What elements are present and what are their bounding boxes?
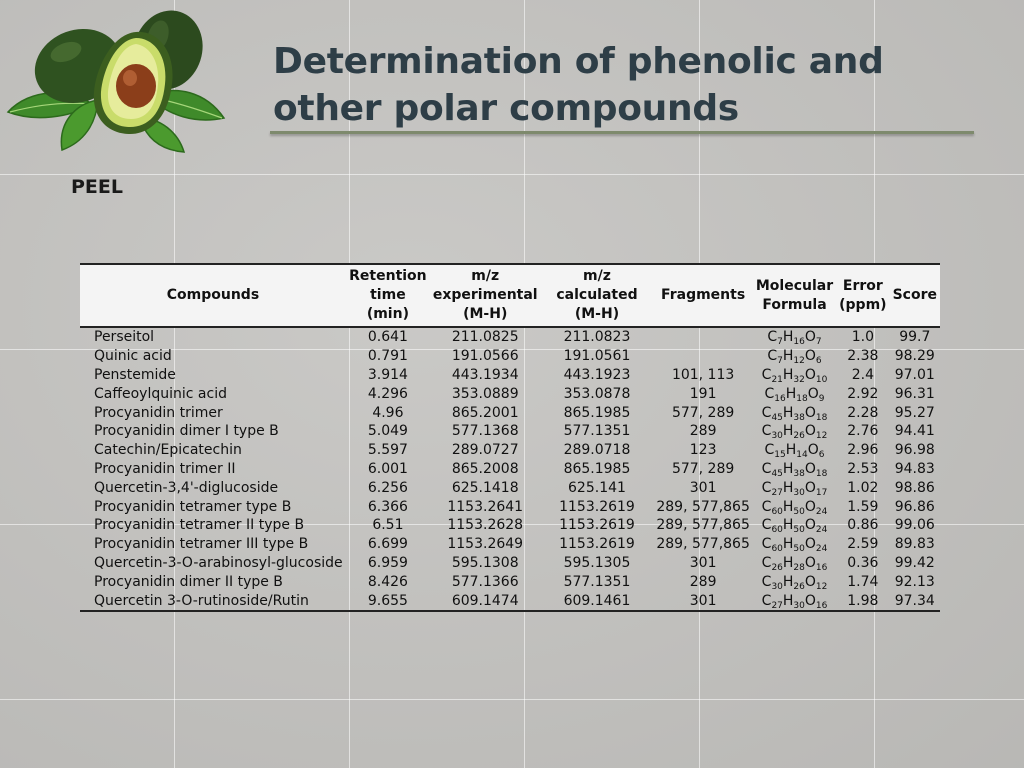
cell-mz-experimental: 289.0727 — [451, 442, 519, 459]
formula-element: H — [782, 479, 794, 496]
cell-compound: Procyanidin tetramer III type B — [94, 536, 309, 553]
cell-molecular-formula — [753, 366, 836, 385]
formula-subscript: 60 — [771, 544, 783, 555]
formula-element: O — [804, 479, 816, 496]
formula-subscript: 50 — [793, 525, 805, 536]
cell-molecular-formula — [753, 478, 836, 497]
cell-error: 0.86 — [847, 517, 879, 534]
avocado-seed — [116, 64, 156, 108]
cell-error: 2.53 — [847, 460, 879, 477]
formula-subscript: 7 — [777, 356, 783, 367]
cell-retention: 5.597 — [367, 442, 408, 459]
cell-molecular-formula — [753, 497, 836, 516]
cell-retention: 6.51 — [372, 517, 404, 534]
cell-fragments: 301 — [689, 554, 717, 571]
cell-score: 92.13 — [894, 573, 935, 590]
formula-element: C — [764, 385, 775, 402]
header-score: Score — [890, 264, 940, 327]
table-row — [80, 366, 940, 385]
cell-score: 96.86 — [894, 498, 935, 515]
cell-mz-calculated: 865.1985 — [563, 460, 631, 477]
cell-score: 96.31 — [894, 385, 935, 402]
cell-fragments: 301 — [653, 591, 753, 611]
cell-fragments: 577, 289 — [671, 460, 735, 477]
header-fragments: Fragments — [653, 264, 753, 327]
cell-score: 99.42 — [894, 554, 935, 571]
formula-subscript: 12 — [815, 431, 828, 442]
table-row — [80, 441, 940, 460]
formula-subscript: 24 — [815, 506, 828, 517]
cell-mz-experimental: 443.1934 — [451, 366, 519, 383]
cell-mz-calculated: 577.1351 — [563, 573, 631, 590]
cell-molecular-formula — [753, 535, 836, 554]
cell-compound: Quercetin-3-O-arabinosyl-glucoside — [94, 554, 343, 571]
cell-score: 89.83 — [894, 536, 935, 553]
cell-mz-experimental: 1153.2628 — [447, 517, 524, 534]
cell-score: 98.29 — [894, 348, 935, 365]
cell-fragments: 301 — [689, 479, 717, 496]
cell-compound: Procyanidin dimer II type B — [94, 573, 283, 590]
cell-mz-experimental: 353.0889 — [451, 385, 519, 402]
formula-subscript: 45 — [771, 412, 783, 423]
header-compounds: Compounds — [80, 264, 346, 327]
cell-molecular-formula — [753, 422, 836, 441]
cell-fragments: 289, 577,865 — [656, 536, 750, 553]
cell-molecular-formula — [753, 327, 836, 347]
cell-compound: Quercetin-3,4'-diglucoside — [94, 479, 279, 496]
table-row — [80, 347, 940, 366]
cell-score: 97.01 — [894, 366, 935, 383]
formula-subscript: 27 — [771, 600, 783, 611]
cell-mz-experimental: 577.1368 — [451, 423, 519, 440]
cell-retention: 0.641 — [367, 329, 408, 346]
cell-mz-experimental: 1153.2641 — [447, 498, 524, 515]
cell-fragments: 191 — [689, 385, 717, 402]
formula-subscript: 24 — [815, 525, 828, 536]
formula-subscript: 12 — [815, 581, 828, 592]
formula-subscript: 50 — [793, 544, 805, 555]
section-label: PEEL — [71, 176, 123, 198]
cell-retention: 4.296 — [367, 385, 408, 402]
cell-mz-calculated: 865.1985 — [563, 404, 631, 421]
formula-element: O — [804, 366, 816, 383]
cell-retention: 6.256 — [367, 479, 408, 496]
formula-element: H — [782, 404, 794, 421]
compounds-table — [80, 263, 940, 612]
cell-score: 96.98 — [894, 442, 935, 459]
formula-subscript: 14 — [796, 450, 808, 461]
cell-molecular-formula — [753, 460, 836, 479]
formula-element: H — [782, 517, 794, 534]
formula-subscript: 38 — [793, 412, 805, 423]
cell-molecular-formula — [753, 403, 836, 422]
formula-element: C — [761, 592, 772, 609]
cell-score: 99.06 — [894, 517, 935, 534]
cell-fragments: 289 — [689, 573, 717, 590]
cell-mz-experimental: 865.2008 — [451, 460, 519, 477]
cell-mz-calculated: 353.0878 — [563, 385, 631, 402]
formula-subscript: 9 — [818, 393, 825, 404]
formula-element: C — [761, 498, 772, 515]
cell-compound: Procyanidin tetramer II type B — [94, 517, 305, 534]
header-error: Error (ppm) — [836, 264, 889, 327]
formula-element: H — [782, 366, 794, 383]
formula-subscript: 10 — [815, 374, 828, 385]
cell-mz-experimental: 865.2001 — [451, 404, 519, 421]
cell-score: 95.27 — [894, 404, 935, 421]
formula-subscript: 60 — [771, 506, 783, 517]
cell-retention: 5.049 — [367, 423, 408, 440]
formula-element: O — [804, 592, 816, 609]
cell-fragments: 101, 113 — [671, 366, 735, 383]
formula-element: C — [767, 329, 778, 346]
formula-subscript: 26 — [771, 562, 783, 573]
cell-error: 1.74 — [847, 573, 879, 590]
cell-molecular-formula — [753, 347, 836, 366]
formula-subscript: 32 — [793, 374, 805, 385]
cell-retention: 6.366 — [367, 498, 408, 515]
cell-mz-calculated: 609.1461 — [541, 591, 654, 611]
cell-retention: 6.001 — [367, 460, 408, 477]
formula-element: O — [804, 423, 816, 440]
formula-subscript: 15 — [774, 450, 786, 461]
cell-retention: 6.959 — [367, 554, 408, 571]
cell-mz-calculated: 443.1923 — [563, 366, 631, 383]
cell-score: 94.41 — [894, 423, 935, 440]
table-row — [80, 554, 940, 573]
formula-element: C — [761, 366, 772, 383]
cell-retention: 6.699 — [367, 536, 408, 553]
formula-element: O — [804, 554, 816, 571]
formula-subscript: 45 — [771, 468, 783, 479]
table-row — [80, 460, 940, 479]
avocado-logo — [0, 0, 235, 158]
formula-subscript: 6 — [818, 450, 825, 461]
formula-subscript: 38 — [793, 468, 805, 479]
formula-subscript: 30 — [793, 487, 805, 498]
formula-element: H — [782, 460, 794, 477]
formula-subscript: 6 — [815, 356, 822, 367]
formula-element: O — [804, 404, 816, 421]
cell-fragments — [653, 327, 753, 347]
cell-compound: Procyanidin trimer — [94, 404, 223, 421]
formula-element: C — [767, 348, 778, 365]
cell-retention: 9.655 — [346, 591, 430, 611]
table-row — [80, 497, 940, 516]
cell-mz-calculated: 1153.2619 — [559, 498, 635, 515]
cell-compound: Procyanidin tetramer type B — [94, 498, 292, 515]
formula-element: H — [782, 498, 794, 515]
cell-fragments: 577, 289 — [671, 404, 735, 421]
formula-element: C — [761, 460, 772, 477]
formula-subscript: 18 — [796, 393, 808, 404]
formula-subscript: 17 — [815, 487, 828, 498]
cell-retention: 4.96 — [372, 404, 404, 421]
cell-mz-calculated: 211.0823 — [563, 329, 631, 346]
formula-element: O — [804, 573, 816, 590]
table-row — [80, 403, 940, 422]
cell-molecular-formula — [753, 572, 836, 591]
cell-error: 1.59 — [847, 498, 879, 515]
formula-element: H — [785, 385, 797, 402]
cell-retention: 0.791 — [367, 348, 408, 365]
formula-element: C — [761, 536, 772, 553]
table-row — [80, 384, 940, 403]
cell-compound: Quinic acid — [94, 348, 172, 365]
cell-mz-calculated: 1153.2619 — [559, 536, 635, 553]
formula-subscript: 18 — [815, 468, 828, 479]
table-row — [80, 327, 940, 347]
cell-compound: Quercetin 3-O-rutinoside/Rutin — [80, 591, 346, 611]
cell-retention: 8.426 — [367, 573, 408, 590]
formula-element: O — [807, 385, 819, 402]
cell-fragments: 123 — [689, 442, 717, 459]
formula-element: O — [804, 460, 816, 477]
cell-mz-calculated: 625.141 — [568, 479, 626, 496]
formula-subscript: 60 — [771, 525, 783, 536]
cell-error: 1.98 — [836, 591, 889, 611]
formula-element: C — [761, 404, 772, 421]
cell-error: 2.92 — [847, 385, 879, 402]
formula-element: O — [807, 442, 819, 459]
cell-molecular-formula — [753, 384, 836, 403]
table-row — [80, 478, 940, 497]
formula-element: H — [782, 536, 794, 553]
formula-element: H — [782, 573, 794, 590]
cell-molecular-formula — [753, 591, 836, 611]
table-row — [80, 422, 940, 441]
cell-fragments: 289, 577,865 — [656, 498, 750, 515]
formula-element: C — [761, 423, 772, 440]
table-row — [80, 591, 940, 611]
formula-subscript: 12 — [793, 356, 805, 367]
cell-score: 97.34 — [890, 591, 940, 611]
cell-error: 2.59 — [847, 536, 879, 553]
cell-mz-experimental: 595.1308 — [451, 554, 519, 571]
cell-compound: Catechin/Epicatechin — [94, 442, 242, 459]
formula-subscript: 26 — [793, 581, 805, 592]
header-retention: Retention time (min) — [346, 264, 430, 327]
cell-fragments — [653, 347, 753, 366]
cell-error: 2.38 — [847, 348, 879, 365]
cell-error: 2.96 — [847, 442, 879, 459]
cell-mz-experimental: 609.1474 — [430, 591, 541, 611]
formula-element: H — [782, 423, 794, 440]
cell-score: 98.86 — [894, 479, 935, 496]
formula-subscript: 18 — [815, 412, 828, 423]
cell-compound: Procyanidin trimer II — [94, 460, 236, 477]
formula-element: C — [761, 479, 772, 496]
cell-molecular-formula — [753, 554, 836, 573]
formula-element: O — [804, 536, 816, 553]
cell-score: 99.7 — [899, 329, 931, 346]
formula-subscript: 30 — [771, 581, 783, 592]
cell-mz-calculated: 289.0718 — [563, 442, 631, 459]
formula-subscript: 16 — [815, 562, 828, 573]
cell-compound: Penstemide — [94, 366, 176, 383]
table-row — [80, 535, 940, 554]
cell-compound: Caffeoylquinic acid — [94, 385, 227, 402]
cell-molecular-formula — [753, 441, 836, 460]
formula-element: H — [782, 348, 794, 365]
formula-element: H — [782, 554, 794, 571]
formula-element: O — [804, 498, 816, 515]
formula-element: C — [761, 517, 772, 534]
cell-compound: Procyanidin dimer I type B — [94, 423, 279, 440]
formula-element: O — [804, 348, 816, 365]
formula-element: H — [782, 592, 794, 609]
header-mz-calculated: m/z calculated (M-H) — [541, 264, 654, 327]
table-header-row — [80, 264, 940, 327]
cell-score: 94.83 — [894, 460, 935, 477]
table-body — [80, 327, 940, 611]
cell-retention: 3.914 — [367, 366, 408, 383]
cell-mz-experimental: 577.1366 — [451, 573, 519, 590]
cell-mz-calculated: 577.1351 — [563, 423, 631, 440]
cell-mz-calculated: 595.1305 — [563, 554, 631, 571]
cell-mz-experimental: 1153.2649 — [447, 536, 524, 553]
formula-subscript: 7 — [815, 337, 822, 348]
cell-error: 2.28 — [847, 404, 879, 421]
formula-element: H — [785, 442, 797, 459]
cell-mz-experimental: 625.1418 — [451, 479, 519, 496]
header-mz-experimental: m/z experimental (M-H) — [430, 264, 541, 327]
formula-subscript: 27 — [771, 487, 783, 498]
formula-subscript: 28 — [793, 562, 805, 573]
page-title: Determination of phenolic and other polar compounds — [273, 41, 884, 129]
table-row — [80, 516, 940, 535]
formula-subscript: 50 — [793, 506, 805, 517]
cell-molecular-formula — [753, 516, 836, 535]
formula-subscript: 7 — [777, 337, 783, 348]
cell-mz-experimental: 211.0825 — [451, 329, 519, 346]
cell-mz-calculated: 1153.2619 — [559, 517, 635, 534]
cell-error: 2.76 — [847, 423, 879, 440]
title-underline — [270, 131, 974, 134]
cell-mz-calculated: 191.0561 — [563, 348, 631, 365]
table-row — [80, 572, 940, 591]
cell-compound: Perseitol — [94, 329, 155, 346]
formula-element: C — [764, 442, 775, 459]
formula-element: H — [782, 329, 794, 346]
formula-subscript: 24 — [815, 544, 828, 555]
formula-element: C — [761, 554, 772, 571]
formula-subscript: 16 — [815, 600, 828, 611]
formula-subscript: 26 — [793, 431, 805, 442]
header-molecular-formula: Molecular Formula — [753, 264, 836, 327]
formula-subscript: 30 — [793, 600, 805, 611]
formula-element: O — [804, 517, 816, 534]
formula-element: O — [804, 329, 816, 346]
cell-error: 1.02 — [847, 479, 879, 496]
formula-subscript: 16 — [774, 393, 786, 404]
cell-fragments: 289, 577,865 — [656, 517, 750, 534]
cell-fragments: 289 — [689, 423, 717, 440]
cell-mz-experimental: 191.0566 — [451, 348, 519, 365]
formula-subscript: 21 — [771, 374, 783, 385]
cell-error: 0.36 — [847, 554, 879, 571]
formula-subscript: 30 — [771, 431, 783, 442]
cell-error: 2.4 — [851, 366, 874, 383]
formula-subscript: 16 — [793, 337, 805, 348]
cell-error: 1.0 — [851, 329, 874, 346]
formula-element: C — [761, 573, 772, 590]
